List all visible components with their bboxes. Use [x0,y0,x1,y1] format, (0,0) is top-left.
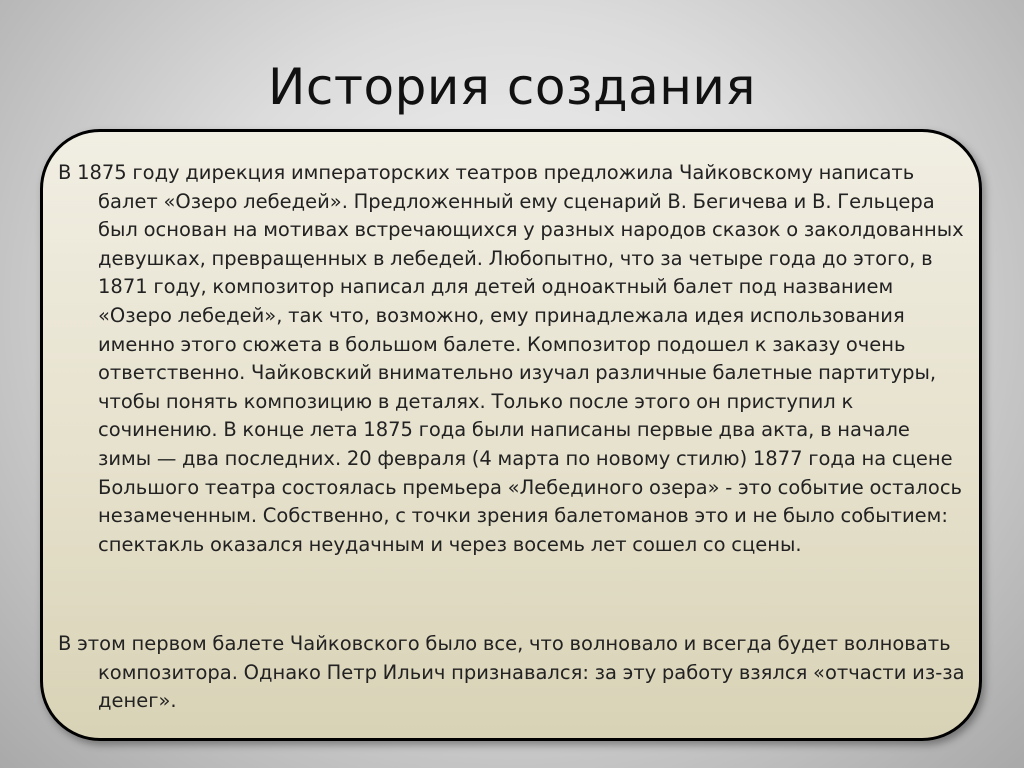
slide-title: История создания [268,58,756,116]
paragraph-conclusion: В этом первом балете Чайковского было все, что волновало и всегда будет волновать композитора. Однако Петр Ильич признавался: за эту работу взялся «отчасти из-за денег». [58,632,965,713]
paragraph-history: В 1875 году дирекция императорских театров предложила Чайковскому написать балет «Озеро лебедей». Предложенный ему сценарий В. Бегичева и В. Гельцера был основан на мотивах встречающихся у разных народов сказок о заколдованных девушках, превращенных в лебедей. Любопытно, что за четыре года до этого, в 1871 году, композитор написал для детей одноактный балет под названием «Озеро лебедей», так что, возможно, ему принадлежала идея использования именно этого сюжета в большом балете. Композитор подошел к заказу очень ответственно. Чайковский внимательно изучал различные балетные партитуры, чтобы понять композицию в деталях. Только после этого он приступил к сочинению. В конце лета 1875 года были написаны первые два акта, в начале зимы — два последних. 20 февраля (4 марта по новому стилю) 1877 года на сцене Большого театра состоялась премьера «Лебединого озера» - это событие осталось незамеченным. Собственно, с точки зрения балетоманов это и не было событием: спектакль оказался неудачным и через восемь лет сошел со сцены. [58,161,964,556]
